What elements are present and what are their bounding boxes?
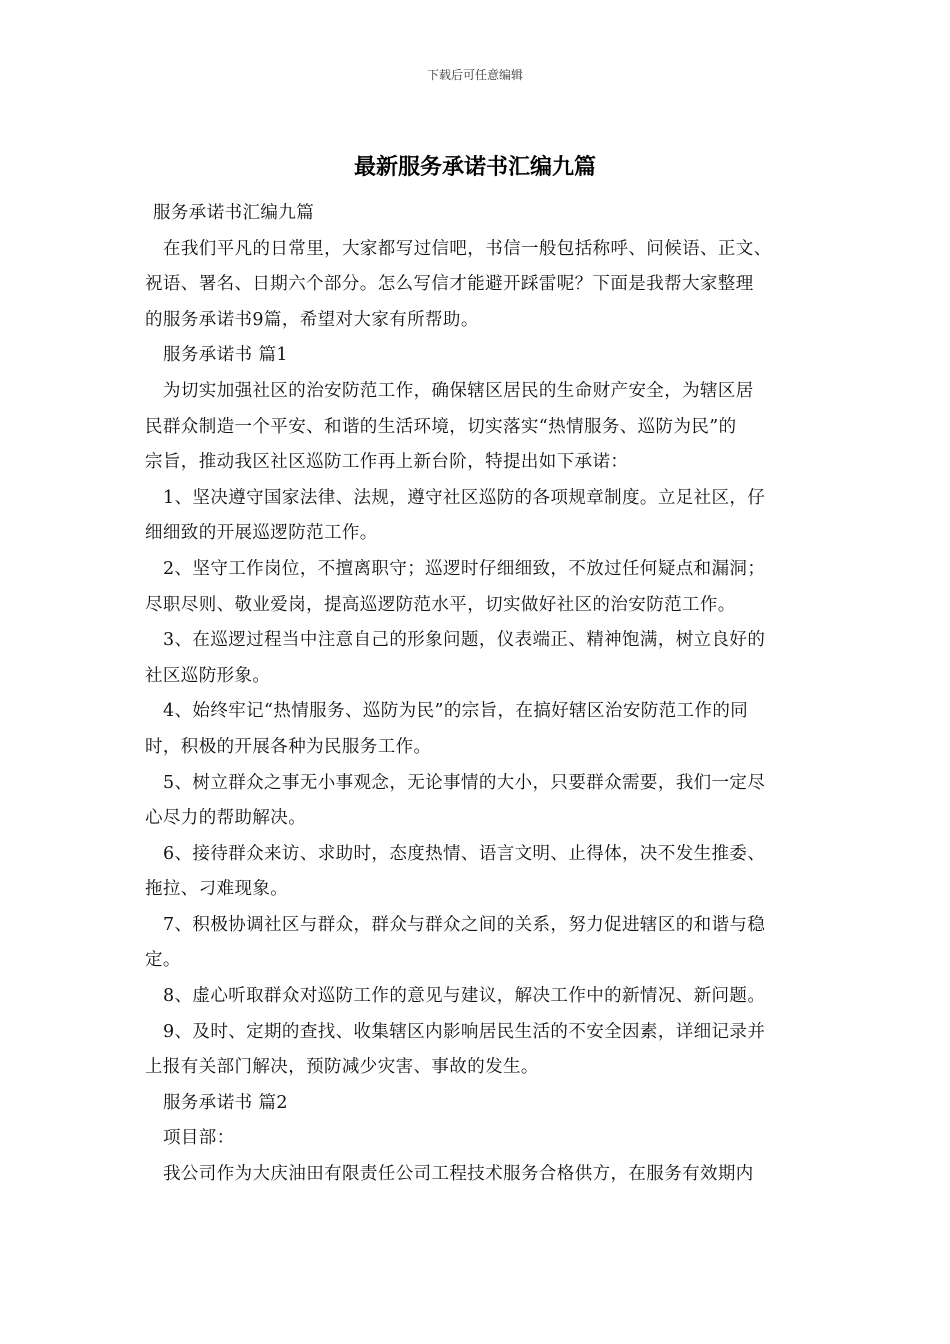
text-line: 民群众制造一个平安、和谐的生活环境，切实落实“热情服务、巡防为民”的	[145, 416, 737, 437]
text-line: 拖拉、刁难现象。	[145, 879, 289, 900]
text-line: 尽职尽则、敬业爱岗，提高巡逻防范水平，切实做好社区的治安防范工作。	[145, 594, 736, 615]
text-line: 为切实加强社区的治安防范工作，确保辖区居民的生命财产安全，为辖区居	[163, 380, 754, 401]
text-line: 2、坚守工作岗位，不擅离职守；巡逻时仔细细致，不放过任何疑点和漏洞；	[163, 558, 766, 579]
text-line: 服务承诺书汇编九篇	[153, 203, 315, 223]
text-line: 服务承诺书 篇1	[163, 345, 288, 366]
text-line: 3、在巡逻过程当中注意自己的形象问题，仪表端正、精神饱满，树立良好的	[163, 630, 766, 651]
text-line: 服务承诺书 篇2	[163, 1092, 288, 1113]
text-line: 我公司作为大庆油田有限责任公司工程技术服务合格供方，在服务有效期内	[163, 1164, 754, 1185]
text-line: 社区巡防形象。	[145, 665, 271, 686]
text-line: 上报有关部门解决，预防减少灾害、事故的发生。	[145, 1057, 539, 1078]
text-line: 细细致的开展巡逻防范工作。	[145, 523, 378, 544]
text-line: 定。	[145, 950, 181, 971]
text-line: 心尽力的帮助解决。	[145, 808, 307, 829]
text-line: 项目部：	[163, 1128, 235, 1149]
text-line: 宗旨，推动我区社区巡防工作再上新台阶，特提出如下承诺：	[145, 452, 629, 473]
text-line: 时，积极的开展各种为民服务工作。	[145, 736, 432, 757]
text-line: 7、积极协调社区与群众，群众与群众之间的关系，努力促进辖区的和谐与稳	[163, 914, 766, 935]
text-line: 9、及时、定期的查找、收集辖区内影响居民生活的不安全因素，详细记录并	[163, 1021, 766, 1042]
text-line: 8、虚心听取群众对巡防工作的意见与建议，解决工作中的新情况、新问题。	[163, 986, 766, 1007]
text-line: 4、始终牢记“热情服务、巡防为民”的宗旨，在搞好辖区治安防范工作的同	[163, 701, 749, 722]
text-line: 1、坚决遵守国家法律、法规，遵守社区巡防的各项规章制度。立足社区，仔	[163, 487, 766, 508]
document-body	[145, 196, 810, 1193]
text-line: 在我们平凡的日常里，大家都写过信吧，书信一般包括称呼、问候语、正文、	[163, 238, 772, 259]
text-line: 6、接待群众来访、求助时，态度热情、语言文明、止得体，决不发生推委、	[163, 843, 766, 864]
text-line: 祝语、署名、日期六个部分。怎么写信才能避开踩雷呢？下面是我帮大家整理	[145, 274, 754, 295]
text-line: 5、树立群众之事无小事观念，无论事情的大小，只要群众需要，我们一定尽	[163, 772, 766, 793]
header-note: 下载后可任意编辑	[426, 68, 523, 82]
document-title: 最新服务承诺书汇编九篇	[353, 154, 596, 180]
text-line: 的服务承诺书9篇，希望对大家有所帮助。	[145, 309, 479, 330]
